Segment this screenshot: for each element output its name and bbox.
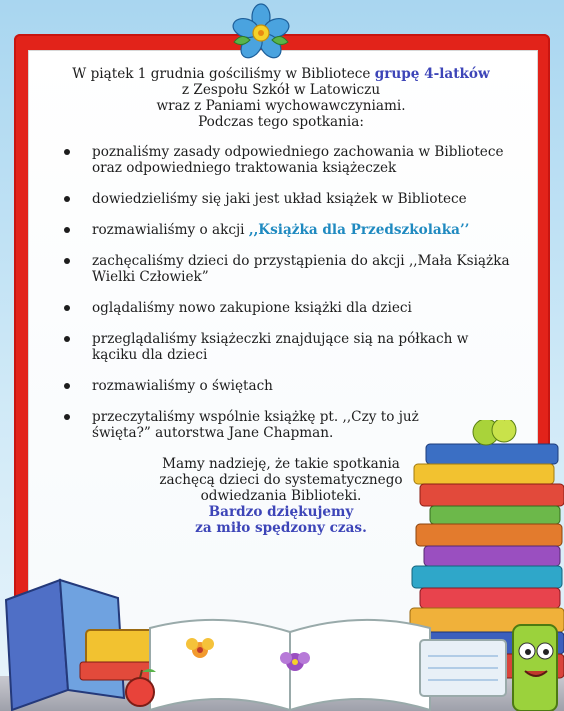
flower-icon — [228, 2, 294, 64]
bullet-icon — [64, 383, 70, 389]
list-item — [40, 144, 522, 176]
list-item-text: poznaliśmy zasady odpowiedniego zachowania w Bibliotece oraz odpowiedniego traktowania książeczek — [92, 144, 504, 176]
list-item — [40, 331, 522, 363]
list-item-text: przeglądaliśmy książeczki znajdujące sią na półkach w kąciku dla dzieci — [92, 331, 469, 363]
thanks-line-2: za miło spędzony czas. — [195, 520, 367, 536]
bullet-icon — [64, 149, 70, 155]
closing-line-1: Mamy nadzieję, że takie spotkania — [162, 456, 400, 472]
intro-line-3: wraz z Paniami wychowawczyniami. — [156, 98, 406, 114]
intro-line-1-text: W piątek 1 grudnia gościliśmy w Bibliotece — [72, 66, 375, 82]
intro-block — [40, 66, 522, 130]
list-item — [40, 253, 522, 285]
bullet-icon — [64, 336, 70, 342]
list-item-text: rozmawialiśmy o akcji — [92, 222, 249, 238]
thanks-line-1: Bardzo dziękujemy — [208, 504, 354, 520]
bullet-icon — [64, 258, 70, 264]
list-item — [40, 222, 522, 238]
bullet-icon — [64, 196, 70, 202]
pencil-character-icon — [505, 615, 564, 711]
closing-line-3: odwiedzania Biblioteki. — [200, 488, 362, 504]
bullet-icon — [64, 305, 70, 311]
activity-list — [40, 144, 522, 441]
list-item — [40, 378, 522, 394]
intro-line-4: Podczas tego spotkania: — [198, 114, 364, 130]
intro-line-2: z Zespołu Szkół w Latowiczu — [181, 82, 381, 98]
list-item-text: przeczytaliśmy wspólnie książkę pt. ,,Czy to już święta?” autorstwa Jane Chapman. — [92, 409, 419, 441]
list-item — [40, 300, 522, 316]
list-item-text: zachęcaliśmy dzieci do przystąpienia do akcji ,,Mała Książka Wielki Człowiek” — [92, 253, 510, 285]
closing-line-2: zachęcą dzieci do systematycznego — [159, 472, 403, 488]
list-item — [40, 191, 522, 207]
group-highlight: grupę 4-latków — [374, 66, 490, 82]
list-item-text: oglądaliśmy nowo zakupione książki dla dzieci — [92, 300, 412, 316]
intro-line-1 — [40, 66, 522, 82]
list-item-text: rozmawialiśmy o świętach — [92, 378, 273, 394]
bullet-icon — [64, 414, 70, 420]
bullet-icon — [64, 227, 70, 233]
open-book-icon — [0, 570, 510, 711]
campaign-highlight: ,,Książka dla Przedszkolaka’’ — [248, 222, 470, 238]
list-item-text: dowiedzieliśmy się jaki jest układ książek w Bibliotece — [92, 191, 467, 207]
